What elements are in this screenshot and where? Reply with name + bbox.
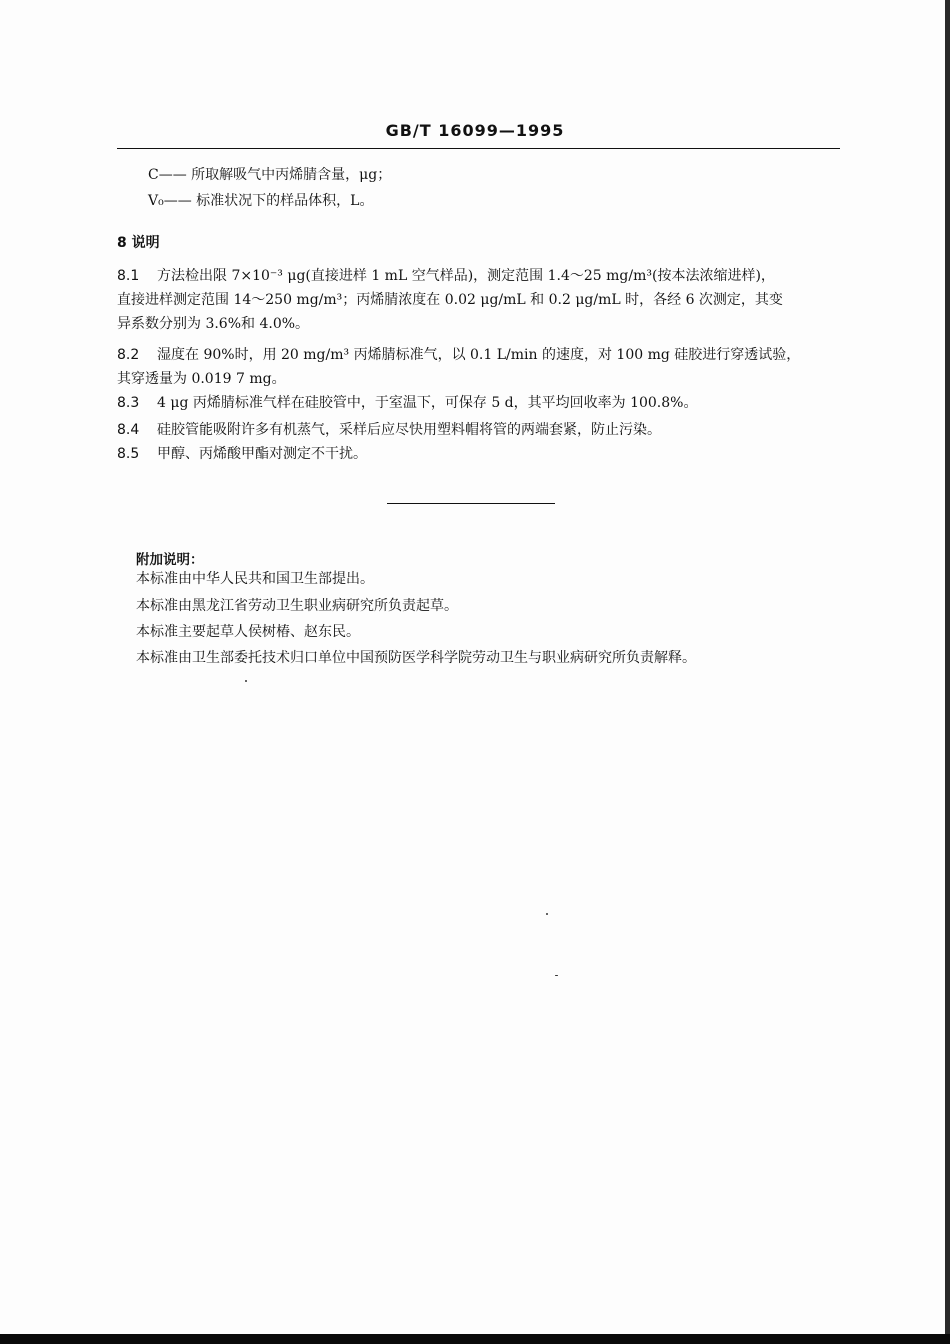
- clause-line: 甲醇、丙烯酸甲酯对测定不干扰。: [157, 446, 367, 462]
- clause-number: 8.4: [117, 422, 140, 438]
- clause-number: 8.3: [117, 395, 140, 411]
- clause-8-4: [117, 418, 840, 442]
- clause-line: 方法检出限 7×10⁻³ μg(直接进样 1 mL 空气样品)，测定范围 1.4～25 mg/m³(按本法浓缩进样)，: [157, 268, 775, 284]
- clause-8-5: [117, 442, 840, 466]
- clause-line: 直接进样测定范围 14～250 mg/m³；丙烯腈浓度在 0.02 μg/mL 和 0.2 μg/mL 时，各经 6 次测定，其变: [117, 292, 783, 308]
- clause-number: 8.2: [117, 347, 140, 363]
- clause-number: 8.1: [117, 268, 140, 284]
- addendum-line: 本标准主要起草人侯树椿、赵东民。: [136, 624, 360, 640]
- clause-line: 4 μg 丙烯腈标准气样在硅胶管中，于室温下，可保存 5 d，其平均回收率为 100.8%。: [157, 395, 698, 411]
- definition-c: C—— 所取解吸气中丙烯腈含量，μg；: [148, 167, 392, 183]
- clause-8-1: [117, 264, 840, 336]
- addendum-line: 本标准由中华人民共和国卫生部提出。: [136, 571, 374, 587]
- scan-bottom-edge: [0, 1334, 950, 1344]
- header-rule: [117, 148, 840, 149]
- scan-right-edge: [945, 0, 950, 1344]
- definition-v0: V₀—— 标准状况下的样品体积，L。: [148, 193, 374, 209]
- section-title: 8 说明: [117, 235, 160, 251]
- scan-speck: [245, 680, 247, 682]
- addendum-line: 本标准由黑龙江省劳动卫生职业病研究所负责起草。: [136, 598, 458, 614]
- clause-line: 异系数分别为 3.6%和 4.0%。: [117, 316, 310, 332]
- scan-speck: [555, 975, 558, 976]
- addendum-title: 附加说明：: [136, 552, 204, 568]
- clause-8-3: [117, 391, 840, 415]
- clause-line: 硅胶管能吸附许多有机蒸气，采样后应尽快用塑料帽将管的两端套紧，防止污染。: [157, 422, 661, 438]
- standard-code-header: GB/T 16099—1995: [385, 121, 565, 140]
- clause-number: 8.5: [117, 446, 140, 462]
- clause-8-2: [117, 343, 840, 391]
- addendum-line: 本标准由卫生部委托技术归口单位中国预防医学科学院劳动卫生与职业病研究所负责解释。: [136, 650, 696, 666]
- end-of-text-rule: [387, 503, 555, 504]
- clause-line: 湿度在 90%时，用 20 mg/m³ 丙烯腈标准气，以 0.1 L/min 的速度，对 100 mg 硅胶进行穿透试验，: [157, 347, 801, 363]
- scan-speck: [546, 913, 548, 915]
- clause-line: 其穿透量为 0.019 7 mg。: [117, 371, 286, 387]
